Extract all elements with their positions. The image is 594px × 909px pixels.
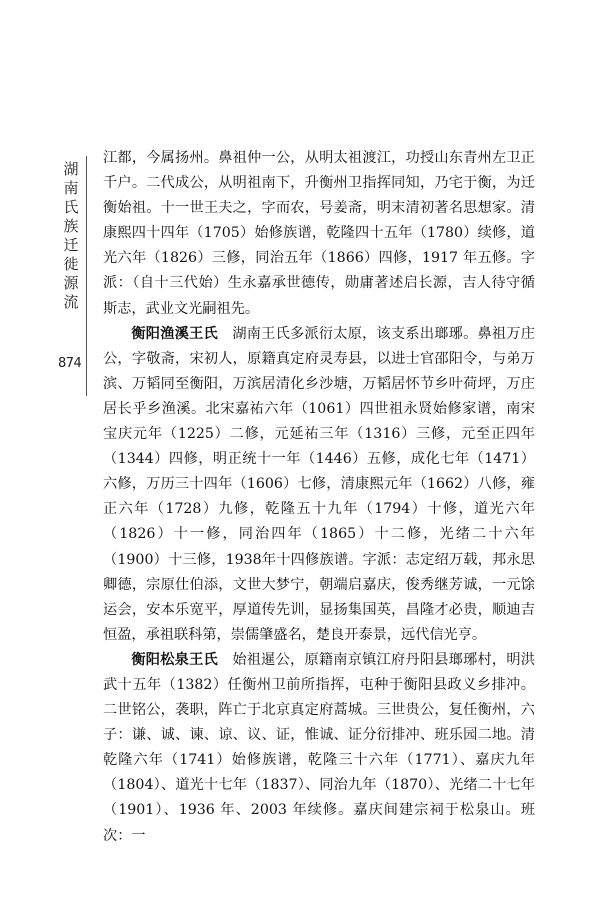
margin-divider-line bbox=[86, 156, 87, 396]
section-heading: 衡阳松泉王氏 bbox=[131, 651, 218, 668]
section-heading: 衡阳渔溪王氏 bbox=[131, 325, 218, 342]
section-songquan-wang bbox=[103, 648, 535, 849]
running-head-book-title: 湖 南 氏 族 迁 徙 源 流 bbox=[63, 160, 79, 311]
page-body bbox=[103, 146, 535, 849]
paragraph-continued bbox=[103, 146, 535, 322]
section-text: 始祖暹公，原籍南京镇江府丹阳县瑯琊村，明洪武十五年（1382）任衡州卫前所指挥，屯种于衡阳县政义乡排冲。二世铭公，袭职，阵亡于北京真定府蒿城。三世贵公，复任衡州，六子：谦、诚、谏、谅、议、证，惟诚、证分衍排冲、班乐园二地。清乾隆六年（1741）始修族谱，乾隆三十六年（1771）、嘉庆九年（1804）、道光十七年（1837）、同治九年（1870）、光绪二十七年（1901）、1936 年、2003 年续修。嘉庆间建宗祠于松泉山。班次：一 bbox=[103, 651, 535, 844]
paragraph-text: 江都，今属扬州。鼻祖仲一公，从明太祖渡江，功授山东青州左卫正千户。二代成公，从明祖南下，升衡州卫指挥同知，乃宅于衡，为迁衡始祖。十一世王夫之，字而农，号姜斋，明末清初著名思想家。清康熙四十四年（1705）始修族谱，乾隆四十五年（1780）续修，道光六年（1826）三修，同治五年（1866）四修，1917 年五修。字派：（自十三代始）生永嘉承世德传，勋庸著述启长源，吉人待守循斯志，武业文光嗣祖先。 bbox=[103, 150, 535, 317]
page-number: 874 bbox=[58, 356, 82, 371]
section-yuxi-wang bbox=[103, 322, 535, 648]
section-text: 湖南王氏多派衍太原，该支系出瑯琊。鼻祖万庄公，字敬斋，宋初人，原籍真定府灵寿县，以进士官邵阳令，与弟万滨、万韬同至衡阳，万滨居清化乡沙塘，万韬居怀节乡叶荷坪，万庄居长乎乡渔溪。北宋嘉祐六年（1061）四世祖永贤始修家谱，南宋宝庆元年（1225）二修，元延祐三年（1316）三修，元至正四年（1344）四修，明正统十一年（1446）五修，成化七年（1471）六修，万历三十四年（1606）七修，清康熙元年（1662）八修，雍正六年（1728）九修，乾隆五十九年（1794）十修，道光六年（1826）十一修，同治四年（1865）十二修，光绪二十六年（1900）十三修，1938年十四修族谱。字派：志定绍万载，邦永思卿德，宗原仕伯添，文世大梦宁，朝端启嘉庆，俊秀继芳诚，一元馀运会，安本乐宽平，厚道传先训，显扬集国英，昌隆才必贵，顺迪吉恒盈，承祖联科第，崇儒肇盛名，楚良开泰景，远代信光亨。 bbox=[103, 325, 535, 643]
